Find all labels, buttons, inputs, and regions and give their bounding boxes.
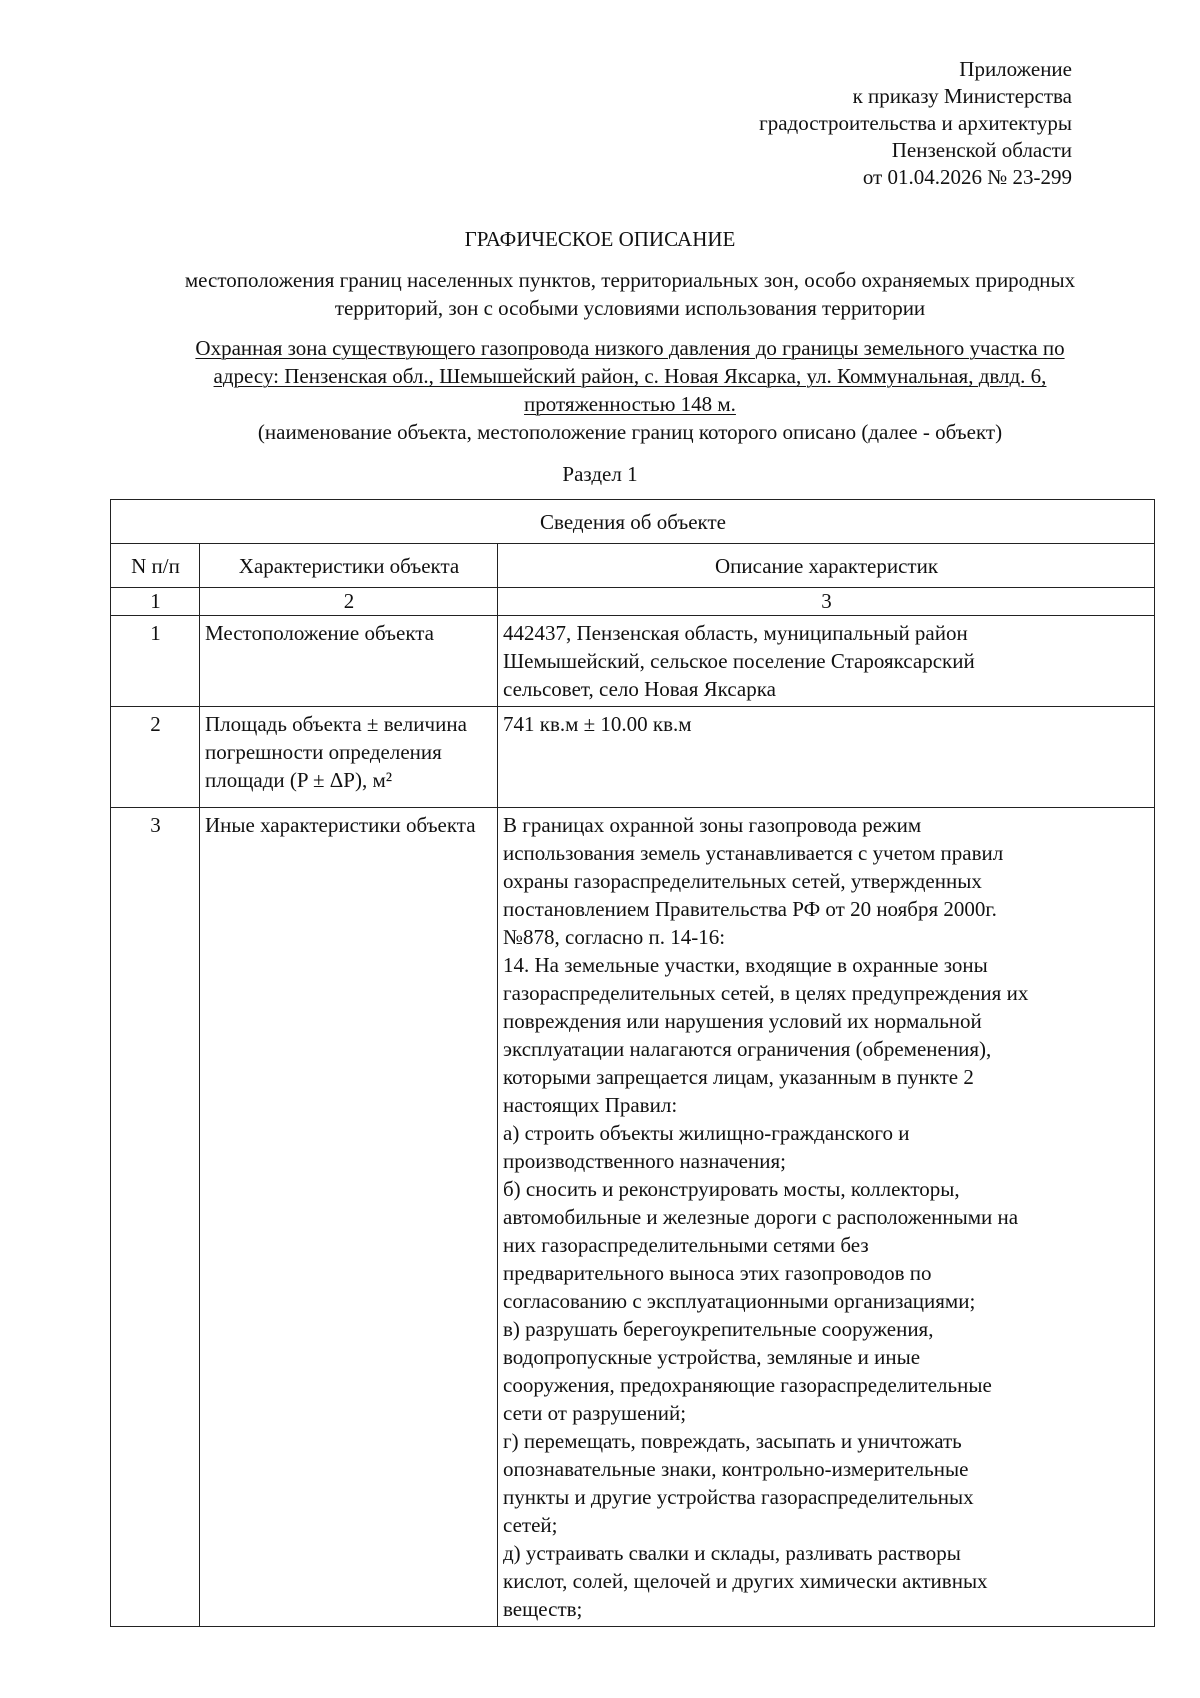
description-line: эксплуатации налагаются ограничения (обременения), [503,1037,992,1061]
table-header-row [111,544,1155,588]
description-line: использования земель устанавливается с учетом правил [503,841,1004,865]
description-line: которыми запрещается лицам, указанным в пункте 2 [503,1065,974,1089]
object-name [110,334,1150,418]
description-line: пункты и другие устройства газораспределительных [503,1485,974,1509]
section-heading: Раздел 1 [562,462,638,486]
description-line: автомобильные и железные дороги с расположенными на [503,1205,1019,1229]
appendix-line: к приказу Министерства [852,84,1072,108]
object-name-line: адресу: Пензенская обл., Шемышейский район, с. Новая Яксарка, ул. Коммунальная, двлд. 6, [213,364,1047,388]
description-line: а) строить объекты жилищно-гражданского и [503,1121,910,1145]
description-line: в) разрушать берегоукрепительные сооружения, [503,1317,934,1341]
description-line: постановлением Правительства РФ от 20 ноября 2000г. [503,897,997,921]
description-line: №878, согласно п. 14-16: [503,925,726,949]
description-line: производственного назначения; [503,1149,786,1173]
row-description [498,616,1155,707]
row-number: 1 [111,616,200,707]
row-characteristic: Местоположение объекта [200,616,498,707]
subtitle-line: местоположения границ населенных пунктов, территориальных зон, особо охраняемых природных [184,268,1076,292]
description-line: повреждения или нарушения условий их нормальной [503,1009,982,1033]
description-line: д) устраивать свалки и склады, разливать растворы [503,1541,961,1565]
appendix-order-number: от 01.04.2026 № 23-299 [862,165,1072,189]
row-description [498,707,1155,808]
index-cell: 2 [200,588,498,616]
table-row [111,707,1155,808]
object-name-line: протяженностью 148 м. [524,392,736,416]
subtitle-line: территорий, зон с особыми условиями использования территории [334,296,926,320]
appendix-line: Пензенской области [891,138,1072,162]
document-subtitle [110,266,1150,322]
table-caption: Сведения об объекте [111,500,1155,544]
description-line: 741 кв.м ± 10.00 кв.м [503,712,692,736]
description-line: сооружения, предохраняющие газораспределительные [503,1373,992,1397]
header-characteristics: Характеристики объекта [200,544,498,588]
row-number: 2 [111,707,200,808]
description-line: водопропускные устройства, земляные и иные [503,1345,921,1369]
description-line: 14. На земельные участки, входящие в охранные зоны [503,953,988,977]
description-line: охраны газораспределительных сетей, утвержденных [503,869,982,893]
description-line: б) сносить и реконструировать мосты, коллекторы, [503,1177,960,1201]
index-cell: 3 [498,588,1155,616]
description-line: опознавательные знаки, контрольно-измерительные [503,1457,969,1481]
description-line: сельсовет, село Новая Яксарка [503,677,776,701]
document-title: ГРАФИЧЕСКОЕ ОПИСАНИЕ [464,227,736,251]
appendix-line: градостроительства и архитектуры [759,111,1072,135]
appendix-line: Приложение [959,57,1072,81]
description-line: газораспределительных сетей, в целях предупреждения их [503,981,1029,1005]
row-number: 3 [111,808,200,1627]
index-cell: 1 [111,588,200,616]
description-line: предварительного выноса этих газопроводов по [503,1261,932,1285]
object-caption: (наименование объекта, местоположение границ которого описано (далее - объект) [257,420,1003,444]
description-line: веществ; [503,1597,583,1621]
description-line: г) перемещать, повреждать, засыпать и уничтожать [503,1429,962,1453]
row-characteristic: Площадь объекта ± величина погрешности определения площади (P ± ΔP), м² [200,707,498,808]
object-name-line: Охранная зона существующего газопровода низкого давления до границы земельного участка по [195,336,1065,360]
table-caption-row [111,500,1155,544]
description-line: настоящих Правил: [503,1093,678,1117]
description-line: сети от разрушений; [503,1401,687,1425]
description-line: Шемышейский, сельское поселение Старояксарский [503,649,975,673]
description-line: них газораспределительными сетями без [503,1233,869,1257]
row-characteristic: Иные характеристики объекта [200,808,498,1627]
header-description: Описание характеристик [498,544,1155,588]
row-description [498,808,1155,1627]
header-number: N п/п [111,544,200,588]
table-index-row [111,588,1155,616]
table-row [111,616,1155,707]
description-line: 442437, Пензенская область, муниципальный район [503,621,968,645]
object-info-table [110,499,1155,1627]
description-line: В границах охранной зоны газопровода режим [503,813,922,837]
appendix-block [472,56,1072,191]
description-line: согласованию с эксплуатационными организациями; [503,1289,976,1313]
table-row [111,808,1155,1627]
description-line: сетей; [503,1513,558,1537]
description-line: кислот, солей, щелочей и других химически активных [503,1569,988,1593]
